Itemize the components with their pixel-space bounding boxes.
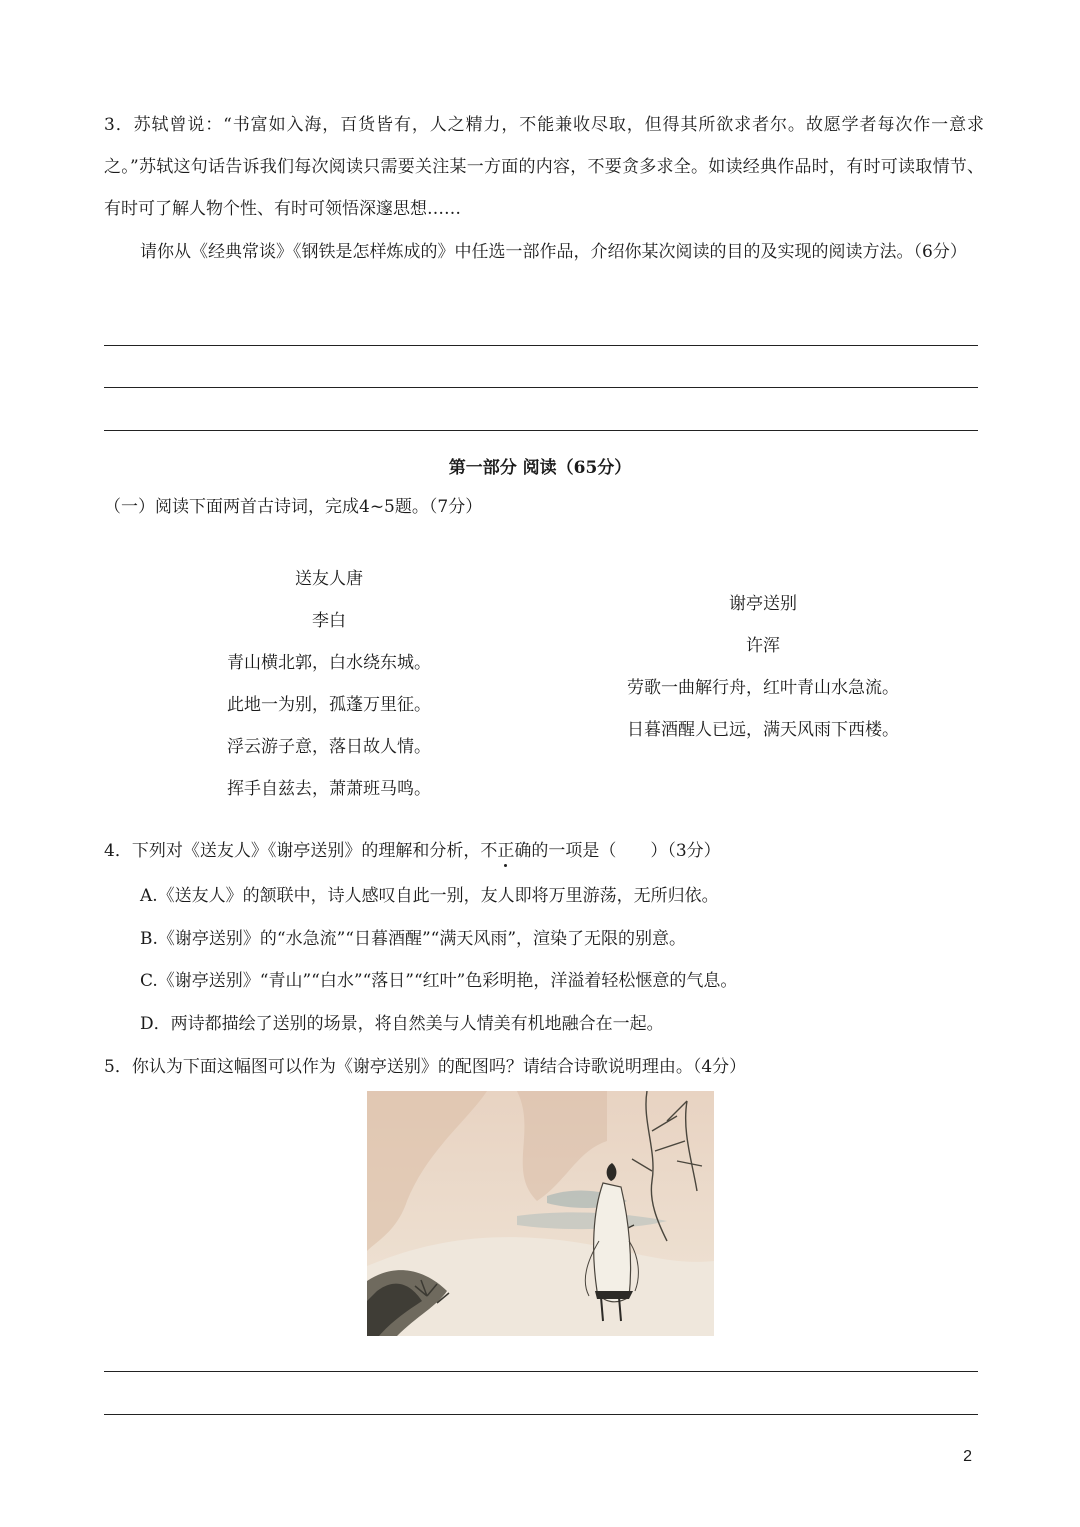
- poem-line: 劳歌一曲解行舟，红叶青山水急流。: [627, 678, 899, 698]
- poem-author: 李白: [312, 611, 346, 631]
- answer-line: [104, 387, 978, 388]
- q4-emphasis: 不正确: [480, 841, 532, 861]
- poem-line: 日暮酒醒人已远，满天风雨下西楼。: [627, 720, 899, 740]
- answer-line: [104, 1414, 978, 1415]
- poem-xietingsongbie: [590, 583, 936, 751]
- poem-author: 许浑: [746, 636, 780, 656]
- section-title: 第一部分 阅读（65分）: [448, 458, 632, 478]
- poem-songyouren: [164, 558, 494, 810]
- page-number: 2: [963, 1448, 972, 1465]
- q4-option-a: A.《送友人》的颔联中，诗人感叹自此一别，友人即将万里游荡，无所归依。: [140, 886, 719, 906]
- q4-stem: [104, 839, 721, 863]
- q3-prompt: 请你从《经典常谈》《钢铁是怎样炼成的》中任选一部作品，介绍你某次阅读的目的及实现的阅读方法。（6分）: [140, 242, 967, 262]
- q4-option-d: D．两诗都描绘了送别的场景，将自然美与人情美有机地融合在一起。: [140, 1014, 664, 1034]
- poem-line: 浮云游子意，落日故人情。: [227, 737, 431, 757]
- answer-line: [104, 1371, 978, 1372]
- poem-title: 谢亭送别: [729, 594, 797, 614]
- answer-line: [104, 345, 978, 346]
- ink-painting-image: [367, 1091, 714, 1336]
- q4-stem-suffix: 的一项是（ ）（3分）: [531, 841, 721, 861]
- q4-stem-text: 4．下列对《送友人》《谢亭送别》的理解和分析，: [104, 841, 481, 861]
- q4-option-c: C.《谢亭送别》“青山”“白水”“落日”“红叶”色彩明艳，洋溢着轻松惬意的气息。: [140, 971, 738, 991]
- q5-stem: 5．你认为下面这幅图可以作为《谢亭送别》的配图吗？请结合诗歌说明理由。（4分）: [104, 1057, 747, 1077]
- q4-option-b: B.《谢亭送别》的“水急流”“日暮酒醒”“满天风雨”，渲染了无限的别意。: [140, 929, 687, 949]
- poem-line: 此地一为别，孤蓬万里征。: [227, 695, 431, 715]
- poem-line: 挥手自兹去，萧萧班马鸣。: [227, 779, 431, 799]
- answer-line: [104, 430, 978, 431]
- poem-line: 青山横北郭，白水绕东城。: [227, 653, 431, 673]
- section-intro: （一）阅读下面两首古诗词，完成4~5题。（7分）: [104, 497, 483, 517]
- q3-paragraph: 3．苏轼曾说：“书富如入海，百货皆有，人之精力，不能兼收尽取，但得其所欲求者尔。故愿学者每次作一意求之。”苏轼这句话告诉我们每次阅读只需要关注某一方面的内容，不要贪多求全。如读经典作品时，有时可读取情节、有时可了解人物个性、有时可领悟深邃思想……: [104, 115, 984, 219]
- poem-title: 送友人唐: [295, 569, 363, 589]
